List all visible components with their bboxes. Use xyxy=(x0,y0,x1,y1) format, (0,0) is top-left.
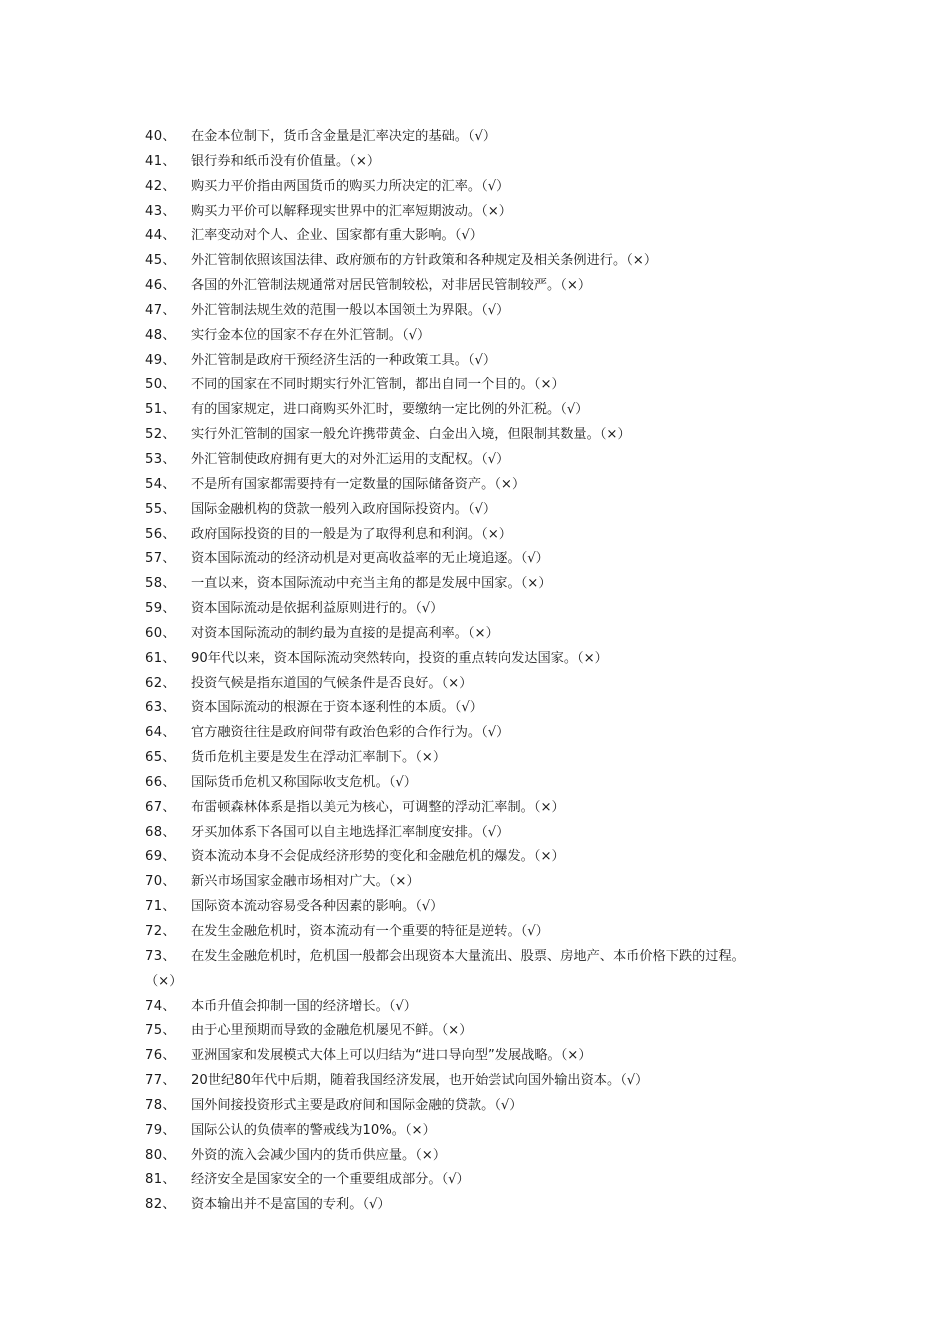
list-item xyxy=(145,324,825,349)
list-item xyxy=(145,821,825,846)
item-statement: 90年代以来，资本国际流动突然转向，投资的重点转向发达国家。（×） xyxy=(191,650,608,666)
item-number: 79、 xyxy=(145,1122,176,1138)
list-item xyxy=(145,1044,825,1069)
item-statement: 购买力平价可以解释现实世界中的汇率短期波动。（×） xyxy=(191,203,512,219)
item-number: 55、 xyxy=(145,501,176,517)
list-item xyxy=(145,274,825,299)
item-number: 40、 xyxy=(145,129,176,144)
list-item xyxy=(145,796,825,821)
item-statement: 布雷顿森林体系是指以美元为核心，可调整的浮动汇率制。（×） xyxy=(191,799,565,815)
item-statement: 实行外汇管制的国家一般允许携带黄金、白金出入境，但限制其数量。（×） xyxy=(191,427,631,443)
item-number: 42、 xyxy=(145,178,176,194)
item-number: 54、 xyxy=(145,476,176,492)
item-number: 41、 xyxy=(145,153,176,169)
item-number: 58、 xyxy=(145,576,176,592)
list-item xyxy=(145,572,825,597)
item-statement: 实行金本位的国家不存在外汇管制。（√） xyxy=(191,327,431,343)
item-number: 49、 xyxy=(145,352,176,368)
item-statement: 购买力平价指由两国货币的购买力所决定的汇率。（√） xyxy=(191,178,510,194)
item-statement: 国际货币危机又称国际收支危机。（√） xyxy=(191,774,417,790)
item-statement: 外资的流入会减少国内的货币供应量。（×） xyxy=(191,1147,447,1163)
list-item xyxy=(145,373,825,398)
item-statement: 货币危机主要是发生在浮动汇率制下。（×） xyxy=(191,750,447,766)
item-number: 75、 xyxy=(145,1023,176,1039)
item-statement: 银行券和纸币没有价值量。（×） xyxy=(191,153,381,169)
item-statement: 在发生金融危机时，危机国一般都会出现资本大量流出、股票、房地产、本币价格下跌的过程。 xyxy=(191,948,745,964)
item-number: 48、 xyxy=(145,327,176,343)
list-item xyxy=(145,349,825,374)
item-statement: 资本国际流动的经济动机是对更高收益率的无止境追逐。（√） xyxy=(191,551,549,567)
item-number: 63、 xyxy=(145,700,176,716)
item-number: 64、 xyxy=(145,725,176,741)
item-statement: 外汇管制法规生效的范围一般以本国领土为界限。（√） xyxy=(191,302,510,318)
item-number: 74、 xyxy=(145,998,176,1014)
item-statement: 资本流动本身不会促成经济形势的变化和金融危机的爆发。（×） xyxy=(191,849,565,865)
list-item xyxy=(145,1119,825,1144)
item-statement: 一直以来，资本国际流动中充当主角的都是发展中国家。（×） xyxy=(191,576,552,592)
item-statement-continuation: （×） xyxy=(145,973,183,989)
item-statement: 对资本国际流动的制约最为直接的是提高利率。（×） xyxy=(191,625,499,641)
item-number: 50、 xyxy=(145,377,176,393)
item-statement: 在发生金融危机时，资本流动有一个重要的特征是逆转。（√） xyxy=(191,924,549,939)
list-item xyxy=(145,1193,825,1218)
list-item xyxy=(145,647,825,672)
item-statement: 由于心里预期而导致的金融危机屡见不鲜。（×） xyxy=(191,1023,473,1039)
list-item xyxy=(145,995,825,1020)
list-item xyxy=(145,398,825,423)
list-item xyxy=(145,597,825,622)
list-item xyxy=(145,299,825,324)
item-statement: 经济安全是国家安全的一个重要组成部分。（√） xyxy=(191,1172,470,1188)
item-number: 68、 xyxy=(145,824,176,840)
list-item xyxy=(145,622,825,647)
item-number: 72、 xyxy=(145,924,176,939)
item-number: 51、 xyxy=(145,402,176,418)
item-number: 69、 xyxy=(145,849,176,865)
item-number: 60、 xyxy=(145,625,176,641)
item-statement: 国际金融机构的贷款一般列入政府国际投资内。（√） xyxy=(191,501,497,517)
item-number: 52、 xyxy=(145,427,176,443)
item-number: 66、 xyxy=(145,774,176,790)
item-statement: 外汇管制依照该国法律、政府颁布的方针政策和各种规定及相关条例进行。（×） xyxy=(191,253,658,269)
list-item xyxy=(145,1168,825,1193)
item-number: 78、 xyxy=(145,1097,176,1113)
item-statement: 本币升值会抑制一国的经济增长。（√） xyxy=(191,998,417,1014)
item-statement: 官方融资往往是政府间带有政治色彩的合作行为。（√） xyxy=(191,725,510,741)
list-item xyxy=(145,200,825,225)
item-statement: 投资气候是指东道国的气候条件是否良好。（×） xyxy=(191,675,473,691)
item-statement: 有的国家规定，进口商购买外汇时，要缴纳一定比例的外汇税。（√） xyxy=(191,402,589,418)
list-item xyxy=(145,895,825,920)
item-statement: 不是所有国家都需要持有一定数量的国际储备资产。（×） xyxy=(191,476,526,492)
item-number: 53、 xyxy=(145,451,176,467)
item-number: 45、 xyxy=(145,253,176,269)
item-statement: 新兴市场国家金融市场相对广大。（×） xyxy=(191,874,420,890)
list-item xyxy=(145,721,825,746)
list-item xyxy=(145,1069,825,1094)
list-item xyxy=(145,1144,825,1169)
item-statement: 资本国际流动的根源在于资本逐利性的本质。（√） xyxy=(191,700,483,716)
list-item xyxy=(145,448,825,473)
list-item xyxy=(145,175,825,200)
list-item xyxy=(145,150,825,175)
list-item xyxy=(145,547,825,572)
item-number: 44、 xyxy=(145,228,176,244)
item-number: 56、 xyxy=(145,526,176,542)
item-number: 43、 xyxy=(145,203,176,219)
item-statement: 20世纪80年代中后期，随着我国经济发展，也开始尝试向国外输出资本。（√） xyxy=(191,1073,649,1089)
item-statement: 在金本位制下，货币含金量是汇率决定的基础。（√） xyxy=(191,129,497,144)
item-number: 81、 xyxy=(145,1172,176,1188)
list-item xyxy=(145,920,825,945)
list-item xyxy=(145,672,825,697)
list-item xyxy=(145,224,825,249)
list-item xyxy=(145,696,825,721)
item-number: 67、 xyxy=(145,799,176,815)
list-item xyxy=(145,771,825,796)
item-statement: 汇率变动对个人、企业、国家都有重大影响。（√） xyxy=(191,228,483,244)
item-statement: 外汇管制是政府干预经济生活的一种政策工具。（√） xyxy=(191,352,497,368)
list-item xyxy=(145,845,825,870)
item-number: 59、 xyxy=(145,601,176,617)
item-number: 76、 xyxy=(145,1048,176,1064)
item-statement: 资本国际流动是依据利益原则进行的。（√） xyxy=(191,601,444,617)
true-false-answer-list xyxy=(145,125,825,1218)
list-item xyxy=(145,523,825,548)
item-statement: 政府国际投资的目的一般是为了取得利息和利润。（×） xyxy=(191,526,512,542)
item-statement: 不同的国家在不同时期实行外汇管制，都出自同一个目的。（×） xyxy=(191,377,565,393)
list-item xyxy=(145,870,825,895)
list-item xyxy=(145,1019,825,1044)
item-number: 47、 xyxy=(145,302,176,318)
list-item xyxy=(145,1094,825,1119)
item-statement: 国际公认的负债率的警戒线为10%。（×） xyxy=(191,1122,436,1138)
list-item xyxy=(145,423,825,448)
item-number: 73、 xyxy=(145,948,176,964)
item-statement: 牙买加体系下各国可以自主地选择汇率制度安排。（√） xyxy=(191,824,510,840)
list-item xyxy=(145,945,825,995)
item-number: 65、 xyxy=(145,750,176,766)
list-item xyxy=(145,473,825,498)
item-statement: 亚洲国家和发展模式大体上可以归结为“进口导向型”发展战略。（×） xyxy=(191,1048,592,1064)
item-number: 57、 xyxy=(145,551,176,567)
item-number: 77、 xyxy=(145,1073,176,1089)
item-number: 62、 xyxy=(145,675,176,691)
list-item xyxy=(145,249,825,274)
item-number: 80、 xyxy=(145,1147,176,1163)
list-item xyxy=(145,746,825,771)
item-statement: 外汇管制使政府拥有更大的对外汇运用的支配权。（√） xyxy=(191,451,510,467)
item-number: 82、 xyxy=(145,1197,176,1213)
item-number: 70、 xyxy=(145,874,176,890)
item-statement: 国际资本流动容易受各种因素的影响。（√） xyxy=(191,899,444,915)
item-number: 46、 xyxy=(145,278,176,294)
item-statement: 各国的外汇管制法规通常对居民管制较松，对非居民管制较严。（×） xyxy=(191,278,592,294)
list-item xyxy=(145,125,825,150)
item-number: 61、 xyxy=(145,650,176,666)
item-number: 71、 xyxy=(145,899,176,915)
list-item xyxy=(145,498,825,523)
item-statement: 国外间接投资形式主要是政府间和国际金融的贷款。（√） xyxy=(191,1097,523,1113)
item-statement: 资本输出并不是富国的专利。（√） xyxy=(191,1197,391,1213)
